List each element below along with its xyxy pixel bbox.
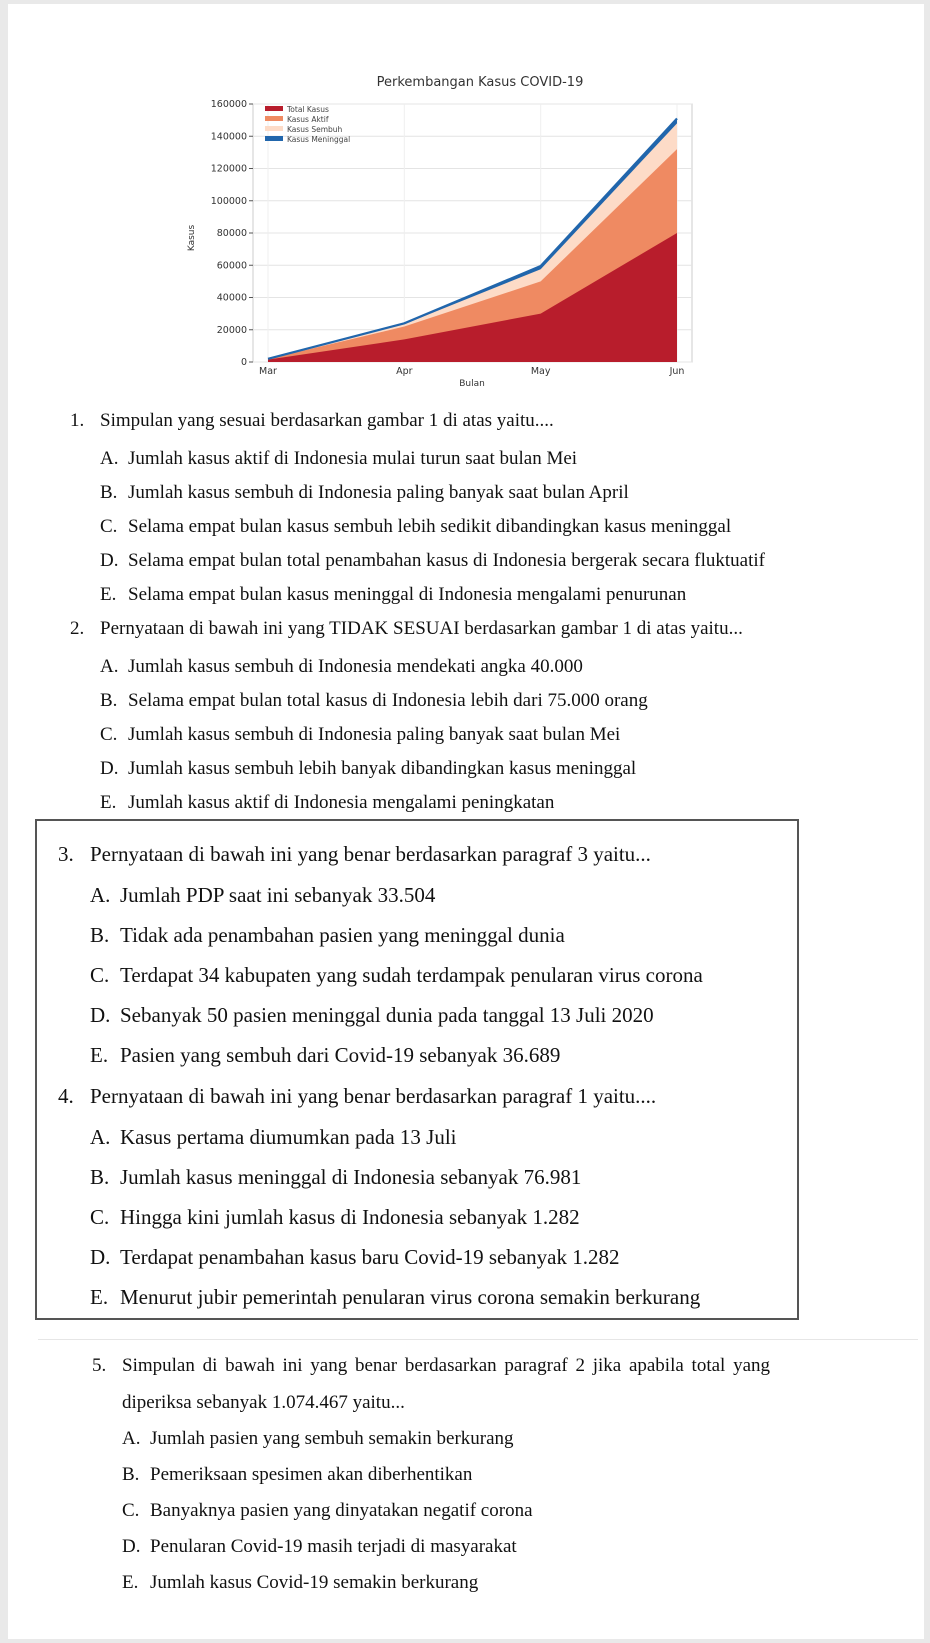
- option-text: Jumlah kasus Covid-19 semakin berkurang: [150, 1572, 479, 1593]
- option-letter: B.: [100, 690, 118, 711]
- chart-y-axis-label: Kasus: [187, 224, 197, 252]
- x-tick-label: May: [530, 366, 551, 377]
- question-number: 1.: [70, 410, 85, 431]
- option-letter: B.: [90, 923, 110, 947]
- legend-swatch: [265, 136, 283, 141]
- option-letter: B.: [122, 1464, 140, 1485]
- option-letter: D.: [90, 1003, 111, 1027]
- option-letter: E.: [90, 1043, 109, 1067]
- y-tick-label: 80000: [216, 228, 247, 239]
- option-text: Penularan Covid-19 masih terjadi di masyarakat: [150, 1536, 517, 1557]
- option-text: Terdapat penambahan kasus baru Covid-19 sebanyak 1.282: [120, 1245, 620, 1269]
- option-letter: B.: [100, 482, 118, 503]
- legend-swatch: [265, 106, 283, 111]
- legend-label: Kasus Sembuh: [287, 125, 343, 134]
- option-letter: C.: [122, 1500, 140, 1521]
- option-letter: E.: [100, 792, 117, 813]
- chart-svg: [8, 4, 924, 404]
- option-text: Jumlah kasus sembuh di Indonesia paling banyak saat bulan Mei: [128, 724, 621, 745]
- question-text: Pernyataan di bawah ini yang benar berdasarkan paragraf 1 yaitu....: [90, 1084, 657, 1108]
- legend-swatch: [265, 126, 283, 131]
- question-text: Pernyataan di bawah ini yang TIDAK SESUAI berdasarkan gambar 1 di atas yaitu...: [100, 618, 743, 639]
- option-letter: E.: [100, 584, 117, 605]
- legend-label: Kasus Aktif: [287, 115, 329, 124]
- option-text: Menurut jubir pemerintah penularan virus corona semakin berkurang: [120, 1285, 701, 1309]
- y-tick-label: 0: [240, 357, 247, 368]
- option-text: Hingga kini jumlah kasus di Indonesia sebanyak 1.282: [120, 1205, 580, 1229]
- section-divider: [38, 1339, 918, 1340]
- legend-label: Total Kasus: [287, 105, 329, 114]
- option-letter: A.: [100, 448, 119, 469]
- option-letter: A.: [90, 1125, 111, 1149]
- option-letter: D.: [122, 1536, 141, 1557]
- option-letter: D.: [100, 550, 119, 571]
- y-tick-label: 60000: [216, 260, 247, 272]
- chart-title: Perkembangan Kasus COVID-19: [376, 75, 584, 90]
- option-text: Jumlah kasus sembuh di Indonesia mendekati angka 40.000: [128, 656, 583, 677]
- covid-chart: [8, 4, 924, 404]
- option-text: Pasien yang sembuh dari Covid-19 sebanyak 36.689: [120, 1043, 561, 1067]
- x-tick-label: Jun: [669, 366, 685, 377]
- question-text: Simpulan yang sesuai berdasarkan gambar 1 di atas yaitu....: [100, 410, 554, 431]
- legend-swatch: [265, 116, 283, 121]
- option-letter: D.: [100, 758, 119, 779]
- question-number: 4.: [58, 1084, 74, 1108]
- option-letter: C.: [90, 963, 110, 987]
- question-number: 3.: [58, 842, 74, 866]
- question-text: Simpulan di bawah ini yang benar berdasarkan paragraf 2 jika apabila total yang: [122, 1355, 770, 1376]
- y-tick-label: 140000: [210, 131, 247, 143]
- option-text: Jumlah PDP saat ini sebanyak 33.504: [120, 883, 436, 907]
- question-text: Pernyataan di bawah ini yang benar berdasarkan paragraf 3 yaitu...: [90, 842, 651, 866]
- option-text: Jumlah kasus sembuh lebih banyak dibandingkan kasus meninggal: [128, 758, 637, 779]
- question-number: 2.: [70, 618, 85, 639]
- option-letter: A.: [100, 656, 119, 677]
- option-text: Tidak ada penambahan pasien yang meninggal dunia: [120, 923, 565, 947]
- option-letter: C.: [90, 1205, 110, 1229]
- y-tick-label: 100000: [210, 195, 247, 207]
- option-text: Banyaknya pasien yang dinyatakan negatif corona: [150, 1500, 533, 1521]
- chart-x-axis-label: Bulan: [459, 379, 485, 389]
- option-text: Pemeriksaan spesimen akan diberhentikan: [150, 1464, 473, 1485]
- option-text: Jumlah kasus sembuh di Indonesia paling banyak saat bulan April: [128, 482, 629, 503]
- option-text: Selama empat bulan total penambahan kasus di Indonesia bergerak secara fluktuatif: [128, 550, 765, 571]
- x-tick-label: Apr: [396, 366, 413, 377]
- option-letter: B.: [90, 1165, 110, 1189]
- option-letter: E.: [90, 1285, 109, 1309]
- option-letter: C.: [100, 724, 118, 745]
- option-letter: D.: [90, 1245, 111, 1269]
- y-tick-label: 40000: [216, 292, 247, 304]
- option-text: Selama empat bulan total kasus di Indonesia lebih dari 75.000 orang: [128, 690, 648, 711]
- option-text: Sebanyak 50 pasien meninggal dunia pada tanggal 13 Juli 2020: [120, 1003, 654, 1027]
- worksheet-page: [8, 4, 924, 1639]
- question-text-continued: diperiksa sebanyak 1.074.467 yaitu...: [122, 1392, 405, 1413]
- option-letter: E.: [122, 1572, 139, 1593]
- option-letter: A.: [90, 883, 111, 907]
- x-tick-label: Mar: [259, 366, 277, 377]
- option-text: Jumlah kasus meninggal di Indonesia sebanyak 76.981: [120, 1165, 582, 1189]
- option-text: Selama empat bulan kasus sembuh lebih sedikit dibandingkan kasus meninggal: [128, 516, 732, 537]
- option-text: Terdapat 34 kabupaten yang sudah terdampak penularan virus corona: [120, 963, 703, 987]
- option-text: Jumlah kasus aktif di Indonesia mulai turun saat bulan Mei: [128, 448, 578, 469]
- option-text: Jumlah kasus aktif di Indonesia mengalami peningkatan: [128, 792, 555, 813]
- option-letter: C.: [100, 516, 118, 537]
- option-text: Jumlah pasien yang sembuh semakin berkurang: [150, 1428, 514, 1449]
- question-number: 5.: [92, 1355, 107, 1376]
- y-tick-label: 20000: [216, 324, 247, 336]
- option-letter: A.: [122, 1428, 141, 1449]
- option-text: Selama empat bulan kasus meninggal di Indonesia mengalami penurunan: [128, 584, 687, 605]
- option-text: Kasus pertama diumumkan pada 13 Juli: [120, 1125, 457, 1149]
- y-tick-label: 160000: [210, 99, 247, 110]
- y-tick-label: 120000: [210, 163, 247, 175]
- legend-label: Kasus Meninggal: [287, 135, 351, 144]
